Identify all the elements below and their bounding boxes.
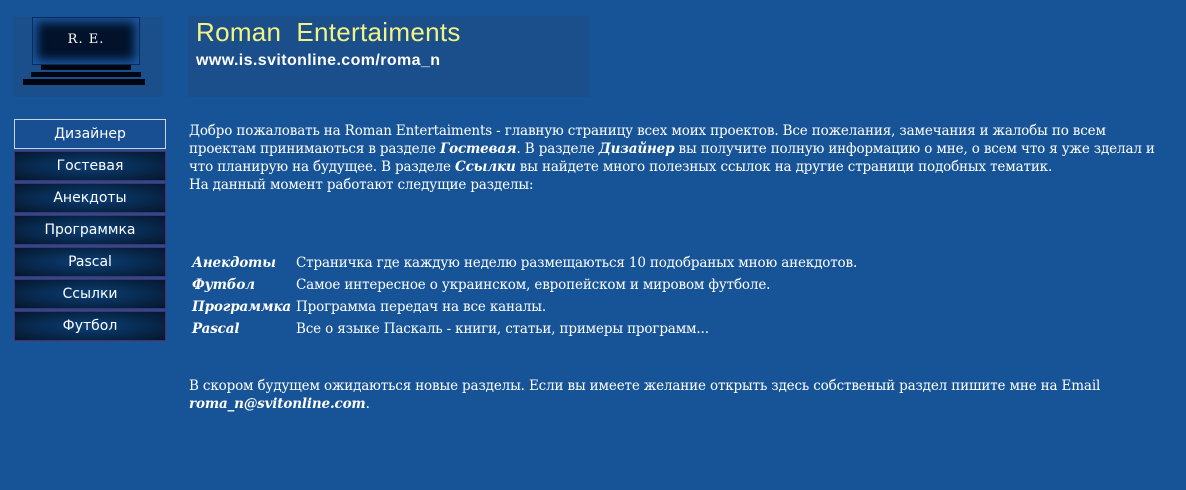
site-logo bbox=[13, 17, 163, 97]
section-row bbox=[192, 318, 857, 340]
section-row bbox=[192, 252, 857, 274]
nav-item-guestbook[interactable]: Гостевая bbox=[14, 151, 166, 181]
footer-paragraph bbox=[189, 377, 1164, 413]
footer-text: В скором будущем ожидаються новые разделы. Если вы имеете желание открыть здесь собственый раздел пишите мне на Email bbox=[189, 378, 1101, 394]
nav-item-links[interactable]: Ссылки bbox=[14, 279, 166, 309]
intro-paragraph bbox=[189, 122, 1164, 176]
section-description: Самое интересное о украинском, европейском и мировом футболе. bbox=[296, 277, 771, 293]
main-content bbox=[189, 122, 1164, 412]
email-address: roma_n@svitonline.com bbox=[189, 396, 366, 412]
intro-text-part: . В разделе bbox=[516, 141, 599, 157]
site-header bbox=[188, 16, 589, 97]
monitor-stand-middle bbox=[31, 72, 141, 77]
intro-text-part: вы получите полную информацию о мне, о всем что я уже зделал и что планирую на будущее. В разделе bbox=[189, 141, 1155, 175]
intro-text bbox=[189, 122, 1164, 194]
sections-table bbox=[192, 252, 857, 340]
section-name: Анекдоты bbox=[192, 255, 276, 271]
site-url: www.is.svitonline.com/roma_n bbox=[196, 52, 441, 69]
section-name: Pascal bbox=[192, 321, 240, 337]
links-mention: Ссылки bbox=[455, 159, 516, 175]
monitor-stand-top bbox=[41, 65, 131, 70]
section-description: Программа передач на все каналы. bbox=[296, 299, 546, 315]
guestbook-mention: Гостевая bbox=[439, 141, 517, 157]
section-name: Программка bbox=[192, 299, 292, 315]
nav-item-pascal[interactable]: Pascal bbox=[14, 247, 166, 277]
monitor-icon bbox=[33, 18, 139, 64]
designer-mention: Дизайнер bbox=[598, 141, 675, 157]
sections-intro: На данный момент работают следущие разделы: bbox=[189, 177, 534, 193]
section-name: Футбол bbox=[192, 277, 255, 293]
nav-item-football[interactable]: Футбол bbox=[14, 311, 166, 341]
site-title: Roman Entertaiments bbox=[196, 17, 461, 47]
footer-end: . bbox=[365, 396, 370, 412]
monitor-stand-base bbox=[23, 79, 145, 85]
nav-item-tv-program[interactable]: Программка bbox=[14, 215, 166, 245]
section-row bbox=[192, 296, 857, 318]
nav-item-designer[interactable]: Дизайнер bbox=[14, 119, 166, 149]
nav-item-jokes[interactable]: Анекдоты bbox=[14, 183, 166, 213]
footer-note bbox=[189, 377, 1164, 413]
logo-text: R. E. bbox=[67, 32, 105, 47]
intro-text-part: Добро пожаловать на Roman Entertaiments - главную страницу всех моих проектов. Все пожелания, замечания и жалобы по всем проектам принимаються в разделе bbox=[189, 123, 1106, 157]
sidebar-nav bbox=[14, 119, 166, 343]
intro-text-part: вы найдете много полезных ссылок на другие страници подобных тематик. bbox=[515, 159, 1053, 175]
section-description: Страничка где каждую неделю размещаються 10 подобраных мною анекдотов. bbox=[296, 255, 858, 271]
section-row bbox=[192, 274, 857, 296]
section-description: Все о языке Паскаль - книги, статьи, примеры программ... bbox=[296, 321, 709, 337]
